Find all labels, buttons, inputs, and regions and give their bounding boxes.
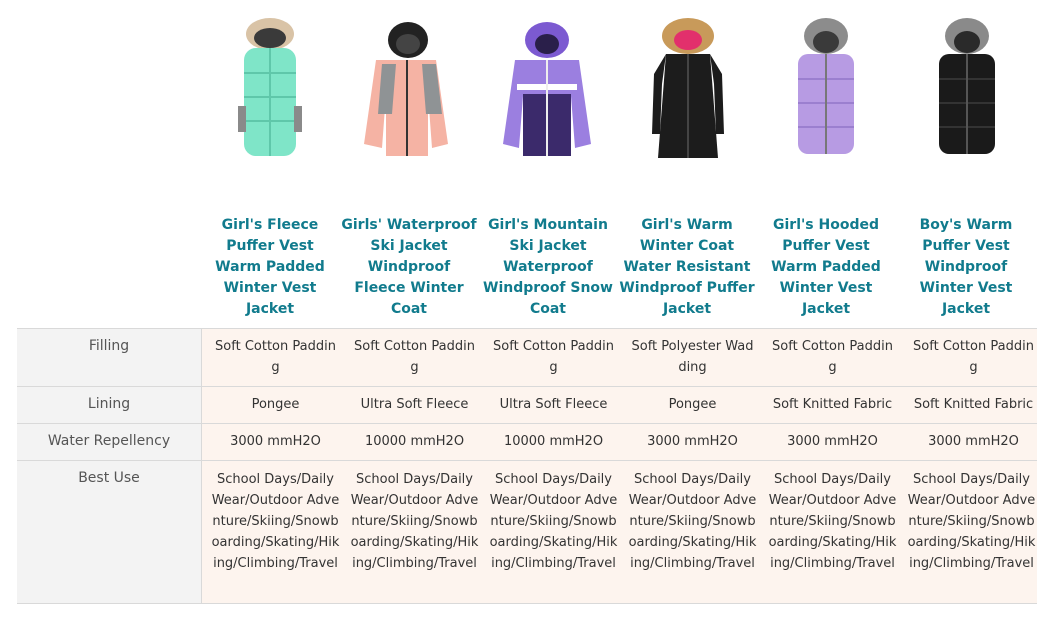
- cell-filling-1: Soft Cotton Padding: [215, 339, 336, 375]
- cell-lining-1: Pongee: [251, 397, 300, 412]
- row-label-lining: Lining: [87, 396, 131, 412]
- cell-best-use-1: School Days/Daily Wear/Outdoor Adventure/Skiing/Snowboarding/Skating/Hiking/Climbing/Travel: [211, 472, 340, 571]
- purple-ski-jacket-image[interactable]: [497, 14, 597, 162]
- cell-lining-3: Ultra Soft Fleece: [499, 397, 608, 412]
- cell-best-use-6: School Days/Daily Wear/Outdoor Adventure/Skiing/Snowboarding/Skating/Hiking/Climbing/Travel: [907, 472, 1036, 571]
- table-bottom-border: [17, 603, 1037, 604]
- cell-best-use-3: School Days/Daily Wear/Outdoor Adventure/Skiing/Snowboarding/Skating/Hiking/Climbing/Travel: [489, 472, 618, 571]
- pink-ski-jacket-image[interactable]: [356, 14, 456, 162]
- lavender-hooded-vest-image[interactable]: [776, 14, 876, 162]
- cell-lining-2: Ultra Soft Fleece: [360, 397, 469, 412]
- cell-water-5: 3000 mmH2O: [787, 434, 878, 449]
- cell-water-6: 3000 mmH2O: [928, 434, 1019, 449]
- row-label-best-use: Best Use: [78, 470, 140, 486]
- cell-water-3: 10000 mmH2O: [503, 434, 604, 449]
- product-title-6[interactable]: Boy's Warm Puffer Vest Windproof Winter Vest Jacket: [919, 217, 1013, 317]
- cell-water-2: 10000 mmH2O: [364, 434, 465, 449]
- row-divider: [17, 460, 1037, 461]
- product-title-5[interactable]: Girl's Hooded Puffer Vest Warm Padded Winter Vest Jacket: [771, 217, 881, 317]
- cell-filling-4: Soft Polyester Wadding: [631, 339, 754, 375]
- product-title-4[interactable]: Girl's Warm Winter Coat Water Resistant Windproof Puffer Jacket: [619, 217, 755, 317]
- black-long-puffer-image[interactable]: [638, 14, 738, 162]
- cell-water-1: 3000 mmH2O: [230, 434, 321, 449]
- row-label-water-repellency: Water Repellency: [47, 433, 171, 449]
- cell-best-use-4: School Days/Daily Wear/Outdoor Adventure/Skiing/Snowboarding/Skating/Hiking/Climbing/Travel: [628, 472, 757, 571]
- table-label-column: [17, 329, 201, 603]
- row-label-filling: Filling: [88, 338, 130, 354]
- row-divider: [17, 423, 1037, 424]
- cell-filling-6: Soft Cotton Padding: [913, 339, 1034, 375]
- cell-lining-6: Soft Knitted Fabric: [913, 397, 1034, 412]
- cell-lining-4: Pongee: [668, 397, 717, 412]
- cell-filling-3: Soft Cotton Padding: [493, 339, 614, 375]
- product-title-2[interactable]: Girls' Waterproof Ski Jacket Windproof Fleece Winter Coat: [341, 217, 477, 317]
- table-column-divider: [201, 329, 202, 603]
- table-top-border: [17, 328, 1037, 329]
- row-divider: [17, 386, 1037, 387]
- product-title-1[interactable]: Girl's Fleece Puffer Vest Warm Padded Winter Vest Jacket: [215, 217, 325, 317]
- black-hooded-vest-image[interactable]: [917, 14, 1017, 162]
- cell-water-4: 3000 mmH2O: [647, 434, 738, 449]
- product-title-3[interactable]: Girl's Mountain Ski Jacket Waterproof Windproof Snow Coat: [483, 217, 613, 317]
- cell-filling-2: Soft Cotton Padding: [354, 339, 475, 375]
- cell-best-use-5: School Days/Daily Wear/Outdoor Adventure/Skiing/Snowboarding/Skating/Hiking/Climbing/Travel: [768, 472, 897, 571]
- cell-lining-5: Soft Knitted Fabric: [772, 397, 893, 412]
- mint-vest-image[interactable]: [220, 14, 320, 162]
- cell-best-use-2: School Days/Daily Wear/Outdoor Adventure/Skiing/Snowboarding/Skating/Hiking/Climbing/Travel: [350, 472, 479, 571]
- cell-filling-5: Soft Cotton Padding: [772, 339, 893, 375]
